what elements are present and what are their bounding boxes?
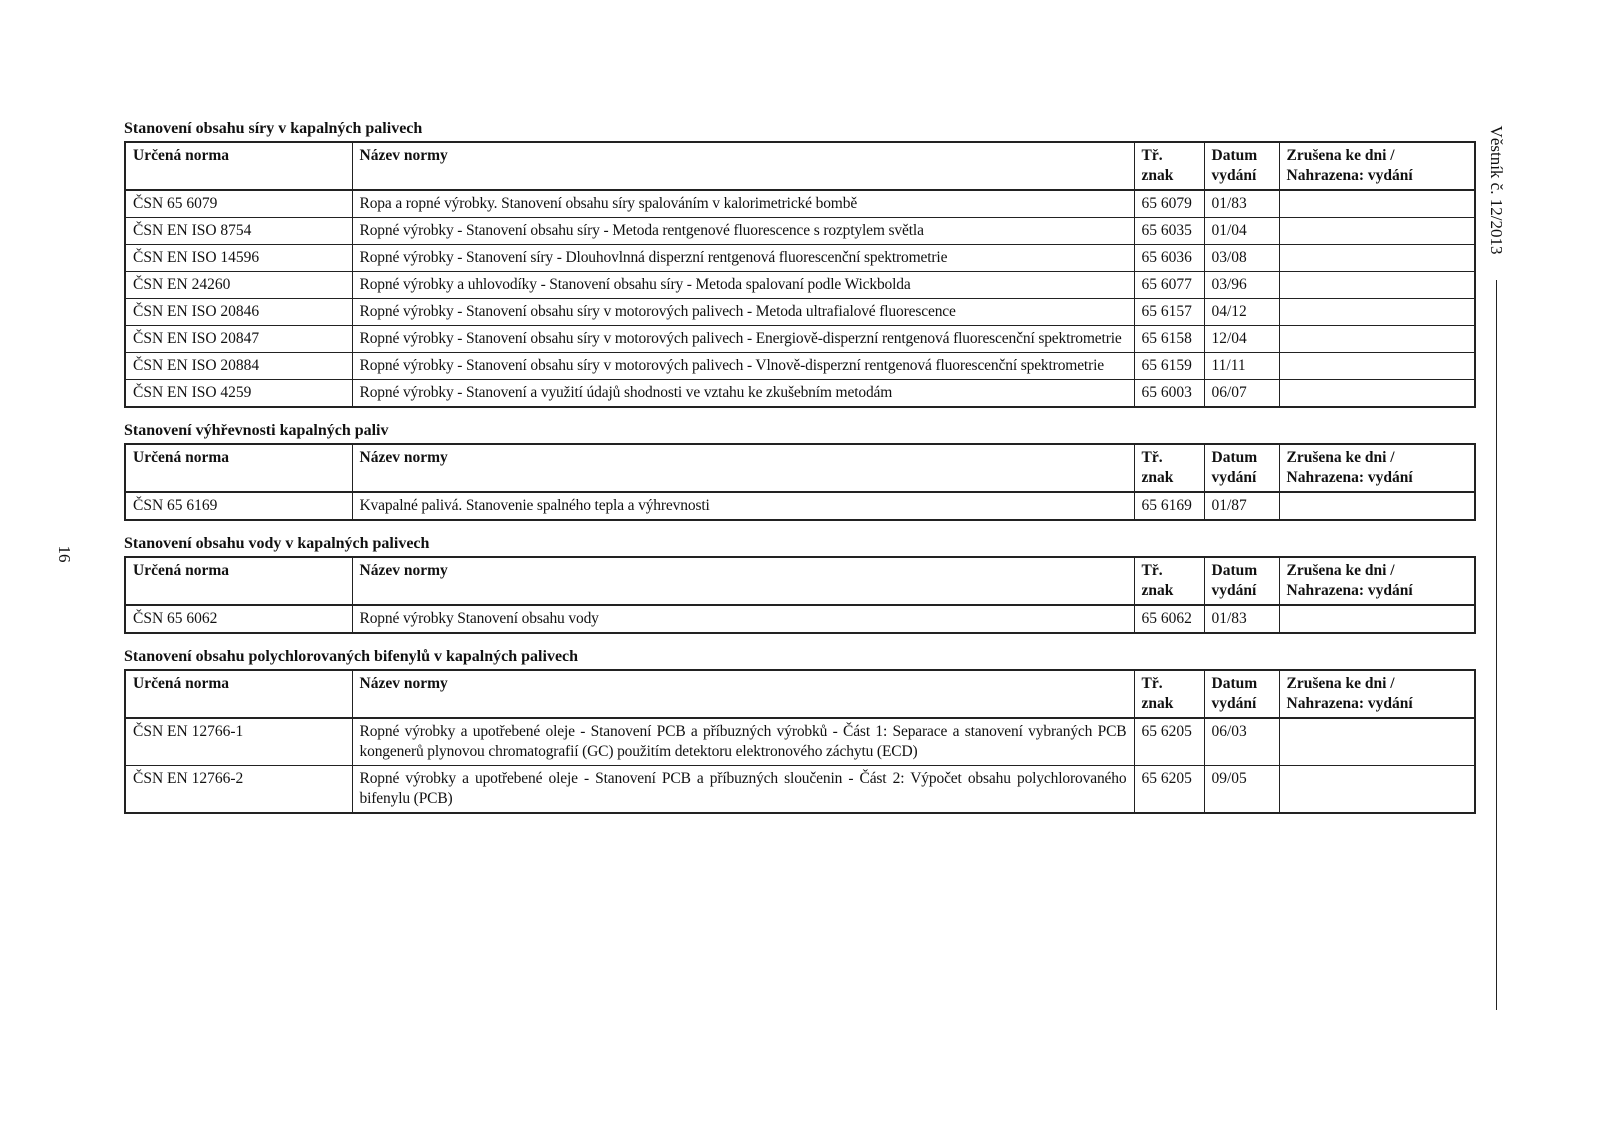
table-row <box>125 218 1475 245</box>
withdrawn-replaced-cell <box>1279 380 1475 408</box>
standard-name-cell: Ropa a ropné výrobky. Stanovení obsahu síry spalováním v kalorimetrické bombě <box>352 190 1134 218</box>
standard-code-cell: ČSN EN 12766-1 <box>125 718 352 766</box>
column-header-standard-name: Název normy <box>352 444 1134 492</box>
issue-date-cell: 01/04 <box>1204 218 1279 245</box>
table-row <box>125 380 1475 408</box>
issue-date-cell: 01/83 <box>1204 605 1279 633</box>
column-header-issue-date: Datum vydání <box>1204 557 1279 605</box>
class-code-cell: 65 6077 <box>1134 272 1204 299</box>
section-title: Stanovení obsahu vody v kapalných palivech <box>124 535 430 552</box>
withdrawn-replaced-cell <box>1279 272 1475 299</box>
column-header-standard-name: Název normy <box>352 670 1134 718</box>
column-header-issue-date: Datum vydání <box>1204 670 1279 718</box>
table-row <box>125 605 1475 633</box>
withdrawn-replaced-cell <box>1279 245 1475 272</box>
standard-name-cell: Ropné výrobky - Stanovení obsahu síry - Metoda rentgenové fluorescence s rozptylem světla <box>352 218 1134 245</box>
margin-rule <box>1496 280 1497 1010</box>
page-number: 16 <box>55 545 74 563</box>
bulletin-header: Věstník č. 12/2013 <box>1487 125 1506 255</box>
standard-name-cell: Ropné výrobky a upotřebené oleje - Stanovení PCB a příbuzných výrobků - Část 1: Separace a stanovení vybraných PCB kongenerů plynovou chromatografií (GC) použitím detektoru elektronového záchytu (ECD) <box>352 718 1134 766</box>
issue-date-cell: 01/87 <box>1204 492 1279 520</box>
withdrawn-replaced-cell <box>1279 492 1475 520</box>
class-code-cell: 65 6062 <box>1134 605 1204 633</box>
standard-name-cell: Ropné výrobky - Stanovení síry - Dlouhovlnná disperzní rentgenová fluorescenční spektrometrie <box>352 245 1134 272</box>
standards-table <box>124 443 1476 521</box>
issue-date-cell: 12/04 <box>1204 326 1279 353</box>
standard-name-cell: Ropné výrobky a uhlovodíky - Stanovení obsahu síry - Metoda spalovaní podle Wickbolda <box>352 272 1134 299</box>
standard-code-cell: ČSN EN 12766-2 <box>125 766 352 814</box>
table-row <box>125 718 1475 766</box>
column-header-class-code: Tř. znak <box>1134 557 1204 605</box>
class-code-cell: 65 6205 <box>1134 718 1204 766</box>
column-header-standard-code: Určená norma <box>125 670 352 718</box>
standards-table <box>124 556 1476 634</box>
column-header-class-code: Tř. znak <box>1134 444 1204 492</box>
table-row <box>125 245 1475 272</box>
withdrawn-replaced-cell <box>1279 718 1475 766</box>
issue-date-cell: 03/08 <box>1204 245 1279 272</box>
class-code-cell: 65 6003 <box>1134 380 1204 408</box>
column-header-class-code: Tř. znak <box>1134 142 1204 190</box>
table-header-row <box>125 444 1475 492</box>
issue-date-cell: 03/96 <box>1204 272 1279 299</box>
withdrawn-replaced-cell <box>1279 299 1475 326</box>
standard-code-cell: ČSN 65 6079 <box>125 190 352 218</box>
class-code-cell: 65 6169 <box>1134 492 1204 520</box>
column-header-standard-name: Název normy <box>352 142 1134 190</box>
column-header-issue-date: Datum vydání <box>1204 142 1279 190</box>
table-row <box>125 190 1475 218</box>
column-header-standard-code: Určená norma <box>125 444 352 492</box>
table-header-row <box>125 670 1475 718</box>
column-header-withdrawn-replaced: Zrušena ke dni / Nahrazena: vydání <box>1279 142 1475 190</box>
class-code-cell: 65 6157 <box>1134 299 1204 326</box>
withdrawn-replaced-cell <box>1279 353 1475 380</box>
column-header-standard-code: Určená norma <box>125 142 352 190</box>
table-row <box>125 299 1475 326</box>
table-row <box>125 272 1475 299</box>
table-row <box>125 353 1475 380</box>
standard-code-cell: ČSN 65 6062 <box>125 605 352 633</box>
standard-code-cell: ČSN EN ISO 20846 <box>125 299 352 326</box>
section-title: Stanovení obsahu polychlorovaných bifenylů v kapalných palivech <box>124 648 579 665</box>
withdrawn-replaced-cell <box>1279 190 1475 218</box>
standard-name-cell: Ropné výrobky Stanovení obsahu vody <box>352 605 1134 633</box>
withdrawn-replaced-cell <box>1279 766 1475 814</box>
class-code-cell: 65 6079 <box>1134 190 1204 218</box>
column-header-withdrawn-replaced: Zrušena ke dni / Nahrazena: vydání <box>1279 444 1475 492</box>
standard-name-cell: Ropné výrobky - Stanovení a využití údajů shodnosti ve vztahu ke zkušebním metodám <box>352 380 1134 408</box>
class-code-cell: 65 6035 <box>1134 218 1204 245</box>
table-row <box>125 492 1475 520</box>
standards-table <box>124 669 1476 814</box>
column-header-issue-date: Datum vydání <box>1204 444 1279 492</box>
standard-name-cell: Ropné výrobky a upotřebené oleje - Stanovení PCB a příbuzných sloučenin - Část 2: Výpočet obsahu polychlorovaného bifenylu (PCB) <box>352 766 1134 814</box>
table-row <box>125 766 1475 814</box>
standard-name-cell: Ropné výrobky - Stanovení obsahu síry v motorových palivech - Energiově-disperzní rentgenová fluorescenční spektrometrie <box>352 326 1134 353</box>
standard-code-cell: ČSN EN ISO 14596 <box>125 245 352 272</box>
withdrawn-replaced-cell <box>1279 326 1475 353</box>
standard-code-cell: ČSN EN ISO 8754 <box>125 218 352 245</box>
class-code-cell: 65 6158 <box>1134 326 1204 353</box>
column-header-class-code: Tř. znak <box>1134 670 1204 718</box>
column-header-standard-name: Název normy <box>352 557 1134 605</box>
table-header-row <box>125 557 1475 605</box>
section-pcb <box>124 647 1474 814</box>
issue-date-cell: 06/07 <box>1204 380 1279 408</box>
withdrawn-replaced-cell <box>1279 218 1475 245</box>
column-header-standard-code: Určená norma <box>125 557 352 605</box>
column-header-withdrawn-replaced: Zrušena ke dni / Nahrazena: vydání <box>1279 557 1475 605</box>
issue-date-cell: 06/03 <box>1204 718 1279 766</box>
document-body <box>124 119 1474 827</box>
withdrawn-replaced-cell <box>1279 605 1475 633</box>
standards-table <box>124 141 1476 408</box>
section-title: Stanovení výhřevnosti kapalných paliv <box>124 422 389 439</box>
standard-name-cell: Ropné výrobky - Stanovení obsahu síry v motorových palivech - Metoda ultrafialové fluorescence <box>352 299 1134 326</box>
standard-code-cell: ČSN EN 24260 <box>125 272 352 299</box>
table-header-row <box>125 142 1475 190</box>
issue-date-cell: 01/83 <box>1204 190 1279 218</box>
section-water <box>124 534 1474 634</box>
issue-date-cell: 04/12 <box>1204 299 1279 326</box>
section-title: Stanovení obsahu síry v kapalných palivech <box>124 120 423 137</box>
standard-code-cell: ČSN EN ISO 4259 <box>125 380 352 408</box>
issue-date-cell: 11/11 <box>1204 353 1279 380</box>
standard-code-cell: ČSN EN ISO 20884 <box>125 353 352 380</box>
standard-code-cell: ČSN 65 6169 <box>125 492 352 520</box>
table-row <box>125 326 1475 353</box>
standard-name-cell: Ropné výrobky - Stanovení obsahu síry v motorových palivech - Vlnově-disperzní rentgenová fluorescenční spektrometrie <box>352 353 1134 380</box>
issue-date-cell: 09/05 <box>1204 766 1279 814</box>
class-code-cell: 65 6036 <box>1134 245 1204 272</box>
standard-code-cell: ČSN EN ISO 20847 <box>125 326 352 353</box>
class-code-cell: 65 6205 <box>1134 766 1204 814</box>
column-header-withdrawn-replaced: Zrušena ke dni / Nahrazena: vydání <box>1279 670 1475 718</box>
class-code-cell: 65 6159 <box>1134 353 1204 380</box>
section-sulfur <box>124 119 1474 408</box>
section-heating-value <box>124 421 1474 521</box>
standard-name-cell: Kvapalné palivá. Stanovenie spalného tepla a výhrevnosti <box>352 492 1134 520</box>
